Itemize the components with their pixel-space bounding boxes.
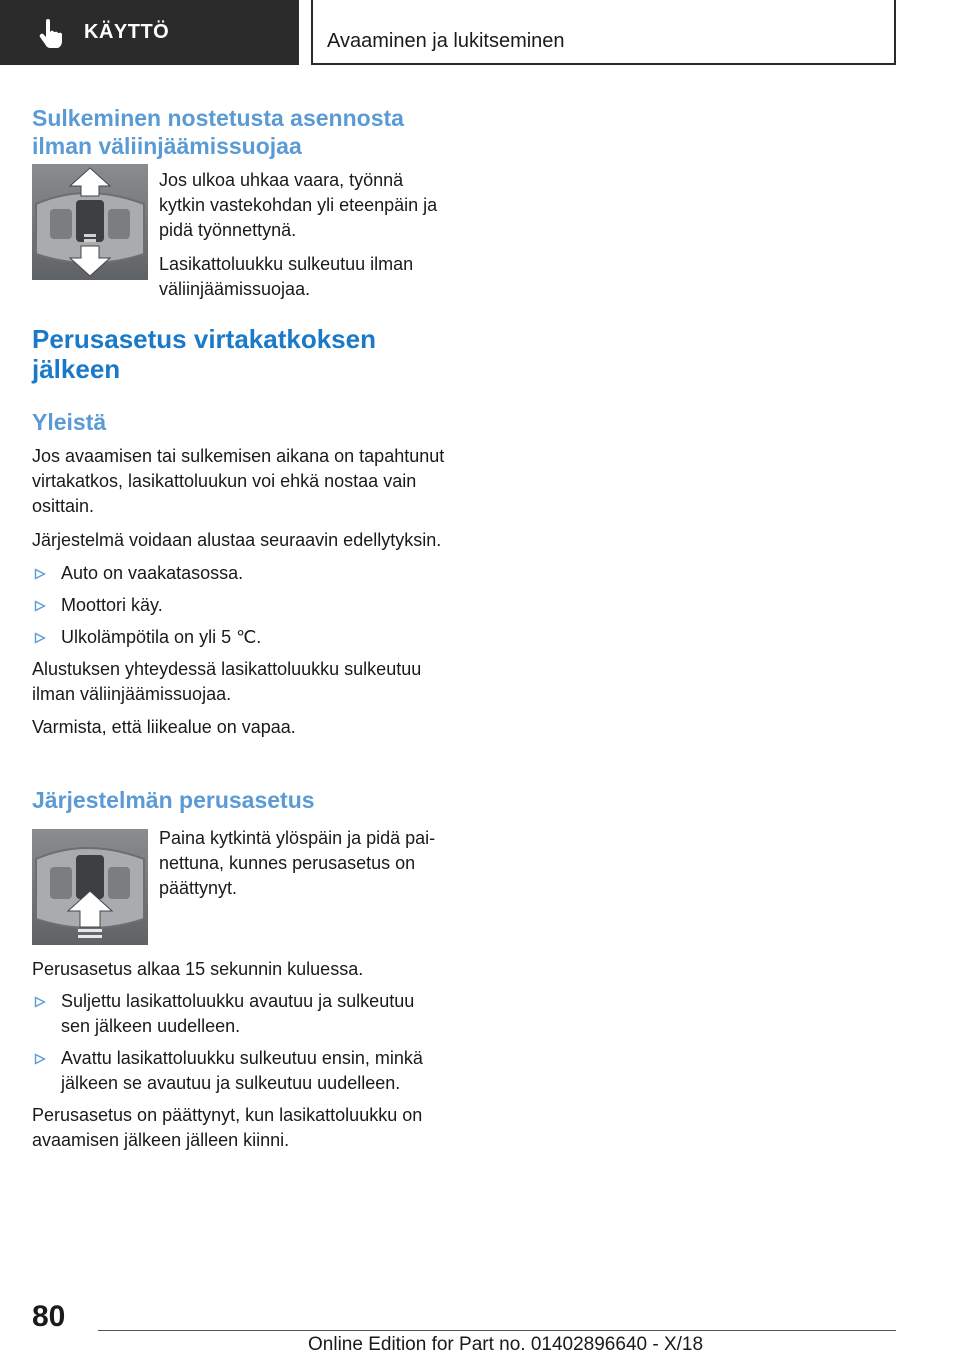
paragraph: Perusasetus on päättynyt, kun lasikattoluukku on avaamisen jälkeen jälleen kiinni. <box>32 1105 423 1150</box>
paragraph: Järjestelmä voidaan alustaa seuraavin edellytyksin. <box>32 530 442 550</box>
chapter-header <box>311 0 896 65</box>
triangle-right-outline-icon <box>34 632 46 644</box>
section-heading <box>32 104 447 160</box>
list-item <box>32 593 447 618</box>
list-item-text: Avattu lasikattoluukku sulkeutuu ensin, minkä jälkeen se avautuu ja sulkeutuu uudelleen. <box>61 1048 423 1093</box>
heading-line: ilman väliinjäämissuojaa <box>32 133 302 159</box>
triangle-right-outline-icon <box>34 996 46 1008</box>
body-text <box>32 957 447 1153</box>
pointing-hand-icon <box>34 16 68 50</box>
paragraph: Lasikattoluukku sulkeutuu ilman väliinjäämissuojaa. <box>159 254 414 299</box>
heading-line: Perusasetus virtakatkoksen <box>32 324 376 354</box>
list-item <box>32 561 447 586</box>
chapter-tab-label: KÄYTTÖ <box>84 21 170 43</box>
triangle-right-outline-icon <box>34 1053 46 1065</box>
switch-push-up-figure <box>32 829 148 945</box>
list-item <box>32 989 447 1039</box>
page-number: 80 <box>32 1300 66 1333</box>
figure-text-block <box>159 168 449 302</box>
paragraph: Alustuksen yhteydessä lasikattoluukku sulkeutuu ilman väliinjäämissuojaa. <box>32 659 422 704</box>
figure-text-block <box>159 826 449 901</box>
paragraph: Varmista, että liikealue on vapaa. <box>32 717 296 737</box>
paragraph: Jos ulkoa uhkaa vaara, työnnä kytkin vastekohdan yli eteenpäin ja pidä työnnettynä. <box>159 170 438 240</box>
section-heading <box>32 324 447 384</box>
list-item-text: Moottori käy. <box>61 595 163 615</box>
list-item <box>32 1046 447 1096</box>
triangle-right-outline-icon <box>34 568 46 580</box>
paragraph: Jos avaamisen tai sulkemisen aikana on tapahtunut virtakatkos, lasikattoluukun voi ehkä nostaa vain osittain. <box>32 446 445 516</box>
edition-text: Online Edition for Part no. 01402896640 - X/18 <box>308 1334 704 1355</box>
heading-line: Sulkeminen nostetusta asennosta <box>32 105 404 131</box>
switch-push-down-figure <box>32 164 148 280</box>
paragraph: Paina kytkintä ylöspäin ja pidä painettuna, kunnes perusasetus on päättynyt. <box>159 828 436 898</box>
list-item <box>32 625 447 650</box>
body-text <box>32 444 447 740</box>
footer-divider <box>98 1330 896 1331</box>
list-item-text: Ulkolämpötila on yli 5 ℃. <box>61 627 262 647</box>
chapter-tab[interactable] <box>0 0 299 65</box>
subsection-heading: Yleistä <box>32 409 107 435</box>
paragraph: Perusasetus alkaa 15 sekunnin kuluessa. <box>32 959 364 979</box>
chapter-title: Avaaminen ja lukitseminen <box>327 30 565 52</box>
heading-line: jälkeen <box>32 354 121 384</box>
subsection-heading: Järjestelmän perusasetus <box>32 787 315 813</box>
list-item-text: Suljettu lasikattoluukku avautuu ja sulkeutuu sen jälkeen uudelleen. <box>61 991 415 1036</box>
triangle-right-outline-icon <box>34 600 46 612</box>
list-item-text: Auto on vaakatasossa. <box>61 563 244 583</box>
